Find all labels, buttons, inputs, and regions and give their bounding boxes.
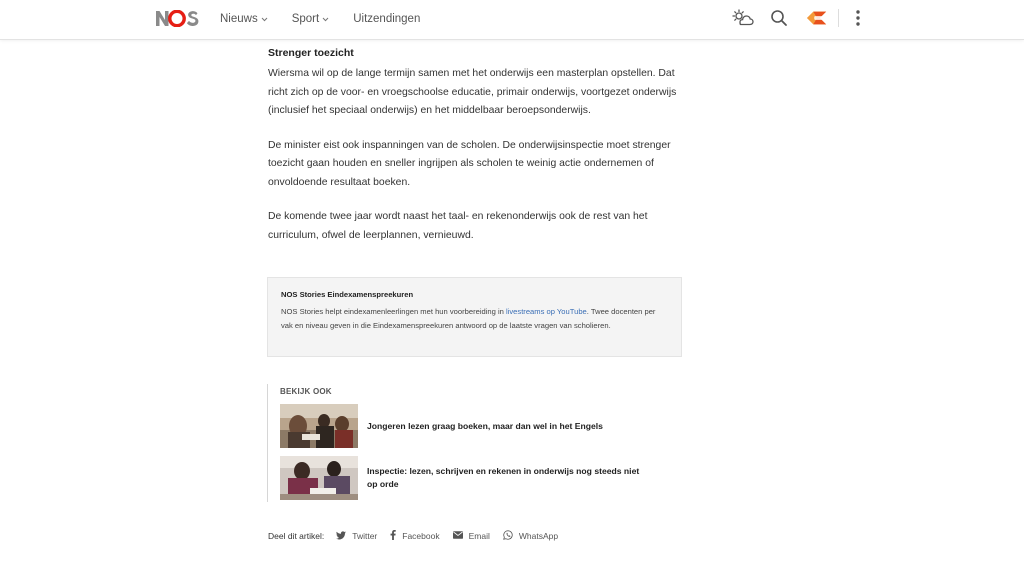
nos-logo[interactable] <box>155 9 199 27</box>
twitter-icon <box>336 531 352 542</box>
share-facebook-label: Facebook <box>402 531 440 541</box>
share-twitter-label: Twitter <box>352 531 378 541</box>
chevron-down-icon <box>261 13 268 25</box>
see-also-title: BEKIJK OOK <box>280 387 332 396</box>
header-divider <box>838 9 839 27</box>
related-article[interactable] <box>280 456 667 500</box>
chevron-down-icon <box>322 13 329 25</box>
info-box-text-after: . Twee docenten per vak en niveau geven in die Eindexamenspreekuren antwoord op de laatste vragen van scholieren. <box>281 307 656 330</box>
top-navigation-bar <box>0 0 1024 40</box>
share-label: Deel dit artikel: <box>268 531 325 541</box>
article-paragraph: De komende twee jaar wordt naast het taal- en rekenonderwijs ook de rest van het curriculum, ofwel de leerplannen, vernieuwd. <box>268 211 648 241</box>
info-box-title: NOS Stories Eindexamenspreekuren <box>281 290 414 299</box>
nav-item-label: Nieuws <box>220 12 258 25</box>
info-box-text-before: NOS Stories helpt eindexamenleerlingen met hun voorbereiding in <box>281 307 506 316</box>
facebook-icon <box>390 530 402 542</box>
info-box-text <box>281 305 668 333</box>
article-paragraph: De minister eist ook inspanningen van de scholen. De onderwijsinspectie moet strenger toezicht gaan houden en sneller ingrijpen als scholen te weinig actie ondernemen of onvoldoende resultaat boeken. <box>268 139 671 188</box>
share-email-label: Email <box>468 531 490 541</box>
share-twitter-button[interactable] <box>336 531 377 542</box>
related-article[interactable] <box>280 404 667 448</box>
nav-item-label: Sport <box>291 12 320 25</box>
article-subheading: Strenger toezicht <box>268 47 354 59</box>
whatsapp-icon <box>503 530 519 542</box>
share-email-button[interactable] <box>453 531 490 541</box>
share-whatsapp-label: WhatsApp <box>518 531 559 541</box>
related-article-title: Jongeren lezen graag boeken, maar dan wel in het Engels <box>367 420 603 431</box>
related-article-thumbnail <box>280 456 358 500</box>
info-box <box>267 277 682 357</box>
article-body <box>268 47 688 261</box>
share-facebook-button[interactable] <box>390 530 439 542</box>
related-article-thumbnail <box>280 404 358 448</box>
more-menu-icon[interactable] <box>847 8 869 28</box>
weather-icon[interactable] <box>732 8 754 28</box>
related-article-title: Inspectie: lezen, schrijven en rekenen in onderwijs nog steeds niet op orde <box>367 466 640 489</box>
nav-item-label: Uitzendingen <box>353 12 421 25</box>
search-icon[interactable] <box>768 8 790 28</box>
email-icon <box>453 531 469 541</box>
article-paragraph: Wiersma wil op de lange termijn samen met het onderwijs een masterplan opstellen. Dat richt zich op de voor- en vroegschoolse educatie, primair onderwijs, voortgezet onderwijs (inclusief het speciaal onderwijs) en het middelbaar beroepsonderwijs. <box>268 68 677 116</box>
nav-item-uitzendingen[interactable] <box>353 13 420 25</box>
share-whatsapp-button[interactable] <box>503 530 558 542</box>
nav-item-sport[interactable] <box>292 13 330 25</box>
npo-icon[interactable] <box>806 8 828 28</box>
nav-item-nieuws[interactable] <box>220 13 268 25</box>
share-bar <box>268 530 571 542</box>
main-navigation <box>220 0 444 37</box>
see-also-section <box>267 384 667 502</box>
youtube-livestreams-link[interactable]: livestreams op YouTube <box>506 307 587 316</box>
